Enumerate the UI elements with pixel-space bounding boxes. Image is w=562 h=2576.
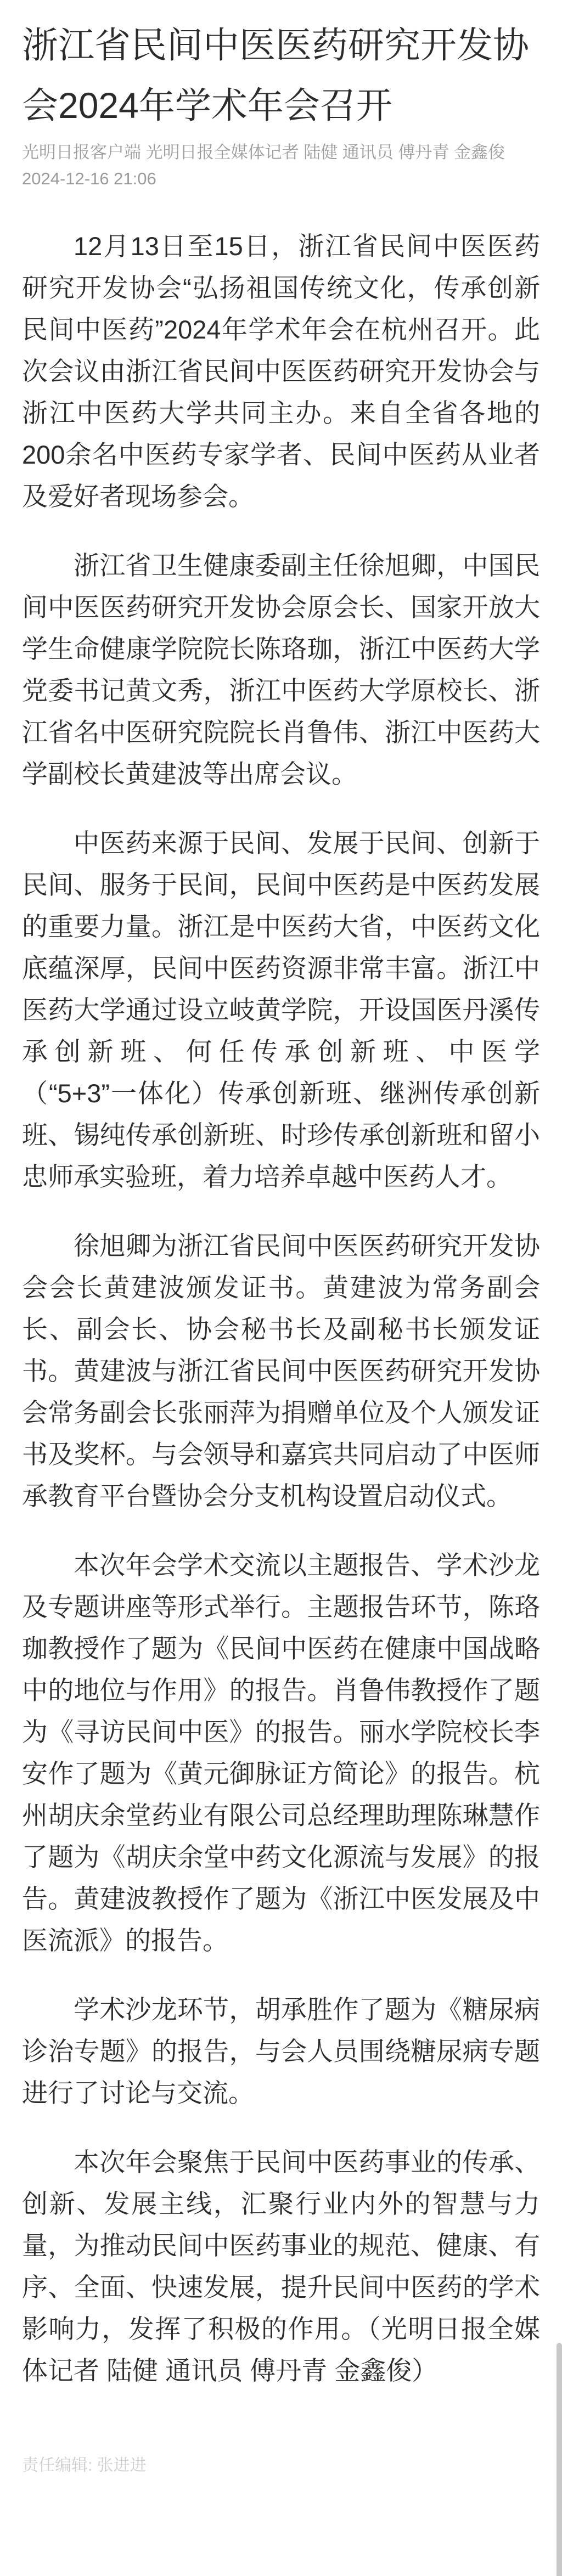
article-body [22, 226, 540, 2392]
scrollbar-thumb[interactable] [557, 2343, 562, 2576]
publish-date: 2024-12-16 21:06 [22, 169, 156, 188]
paragraph: 中医药来源于民间、发展于民间、创新于民间、服务于民间，民间中医药是中医药发展的重要力量。浙江是中医药大省，中医药文化底蕴深厚，民间中医药资源非常丰富。浙江中医药大学通过设立岐黄学院，开设国医丹溪传承创新班、何任传承创新班、中医学（“5+3”一体化）传承创新班、继洲传承创新班、锡纯传承创新班、时珍传承创新班和留小忠师承实验班，着力培养卓越中医药人才。 [22, 828, 540, 1191]
paragraph: 12月13日至15日，浙江省民间中医医药研究开发协会“弘扬祖国传统文化，传承创新民间中医药”2024年学术年会在杭州召开。此次会议由浙江省民间中医医药研究开发协会与浙江中医药大学共同主办。来自全省各地的200余名中医药专家学者、民间中医药从业者及爱好者现场参会。 [22, 232, 540, 511]
paragraph: 本次年会聚焦于民间中医药事业的传承、创新、发展主线，汇聚行业内外的智慧与力量，为推动民间中医药事业的规范、健康、有序、全面、快速发展，提升民间中医药的学术影响力，发挥了积极的作用。（光明日报全媒体记者 陆健 通讯员 傅丹青 金鑫俊） [22, 2147, 540, 2385]
article-byline: 光明日报客户端 光明日报全媒体记者 陆健 通讯员 傅丹青 金鑫俊 [22, 143, 505, 162]
editor-note: 责任编辑: 张进进 [22, 2456, 147, 2474]
paragraph: 徐旭卿为浙江省民间中医医药研究开发协会会长黄建波颁发证书。黄建波为常务副会长、副会长、协会秘书长及副秘书长颁发证书。黄建波与浙江省民间中医医药研究开发协会常务副会长张丽萍为捐赠单位及个人颁发证书及奖杯。与会领导和嘉宾共同启动了中医师承教育平台暨协会分支机构设置启动仪式。 [22, 1231, 540, 1510]
paragraph: 浙江省卫生健康委副主任徐旭卿，中国民间中医医药研究开发协会原会长、国家开放大学生命健康学院院长陈珞珈，浙江中医药大学党委书记黄文秀，浙江中医药大学原校长、浙江省名中医研究院院长肖鲁伟、浙江中医药大学副校长黄建波等出席会议。 [22, 551, 540, 788]
article-title: 浙江省民间中医医药研究开发协会2024年学术年会召开 [22, 25, 529, 126]
paragraph: 学术沙龙环节，胡承胜作了题为《糖尿病诊治专题》的报告，与会人员围绕糖尿病专题进行了讨论与交流。 [22, 1995, 540, 2107]
paragraph: 本次年会学术交流以主题报告、学术沙龙及专题讲座等形式举行。主题报告环节，陈珞珈教授作了题为《民间中医药在健康中国战略中的地位与作用》的报告。肖鲁伟教授作了题为《寻访民间中医》的报告。丽水学院校长李安作了题为《黄元御脉证方简论》的报告。杭州胡庆余堂药业有限公司总经理助理陈琳慧作了题为《胡庆余堂中药文化源流与发展》的报告。黄建波教授作了题为《浙江中医发展及中医流派》的报告。 [22, 1551, 540, 1955]
